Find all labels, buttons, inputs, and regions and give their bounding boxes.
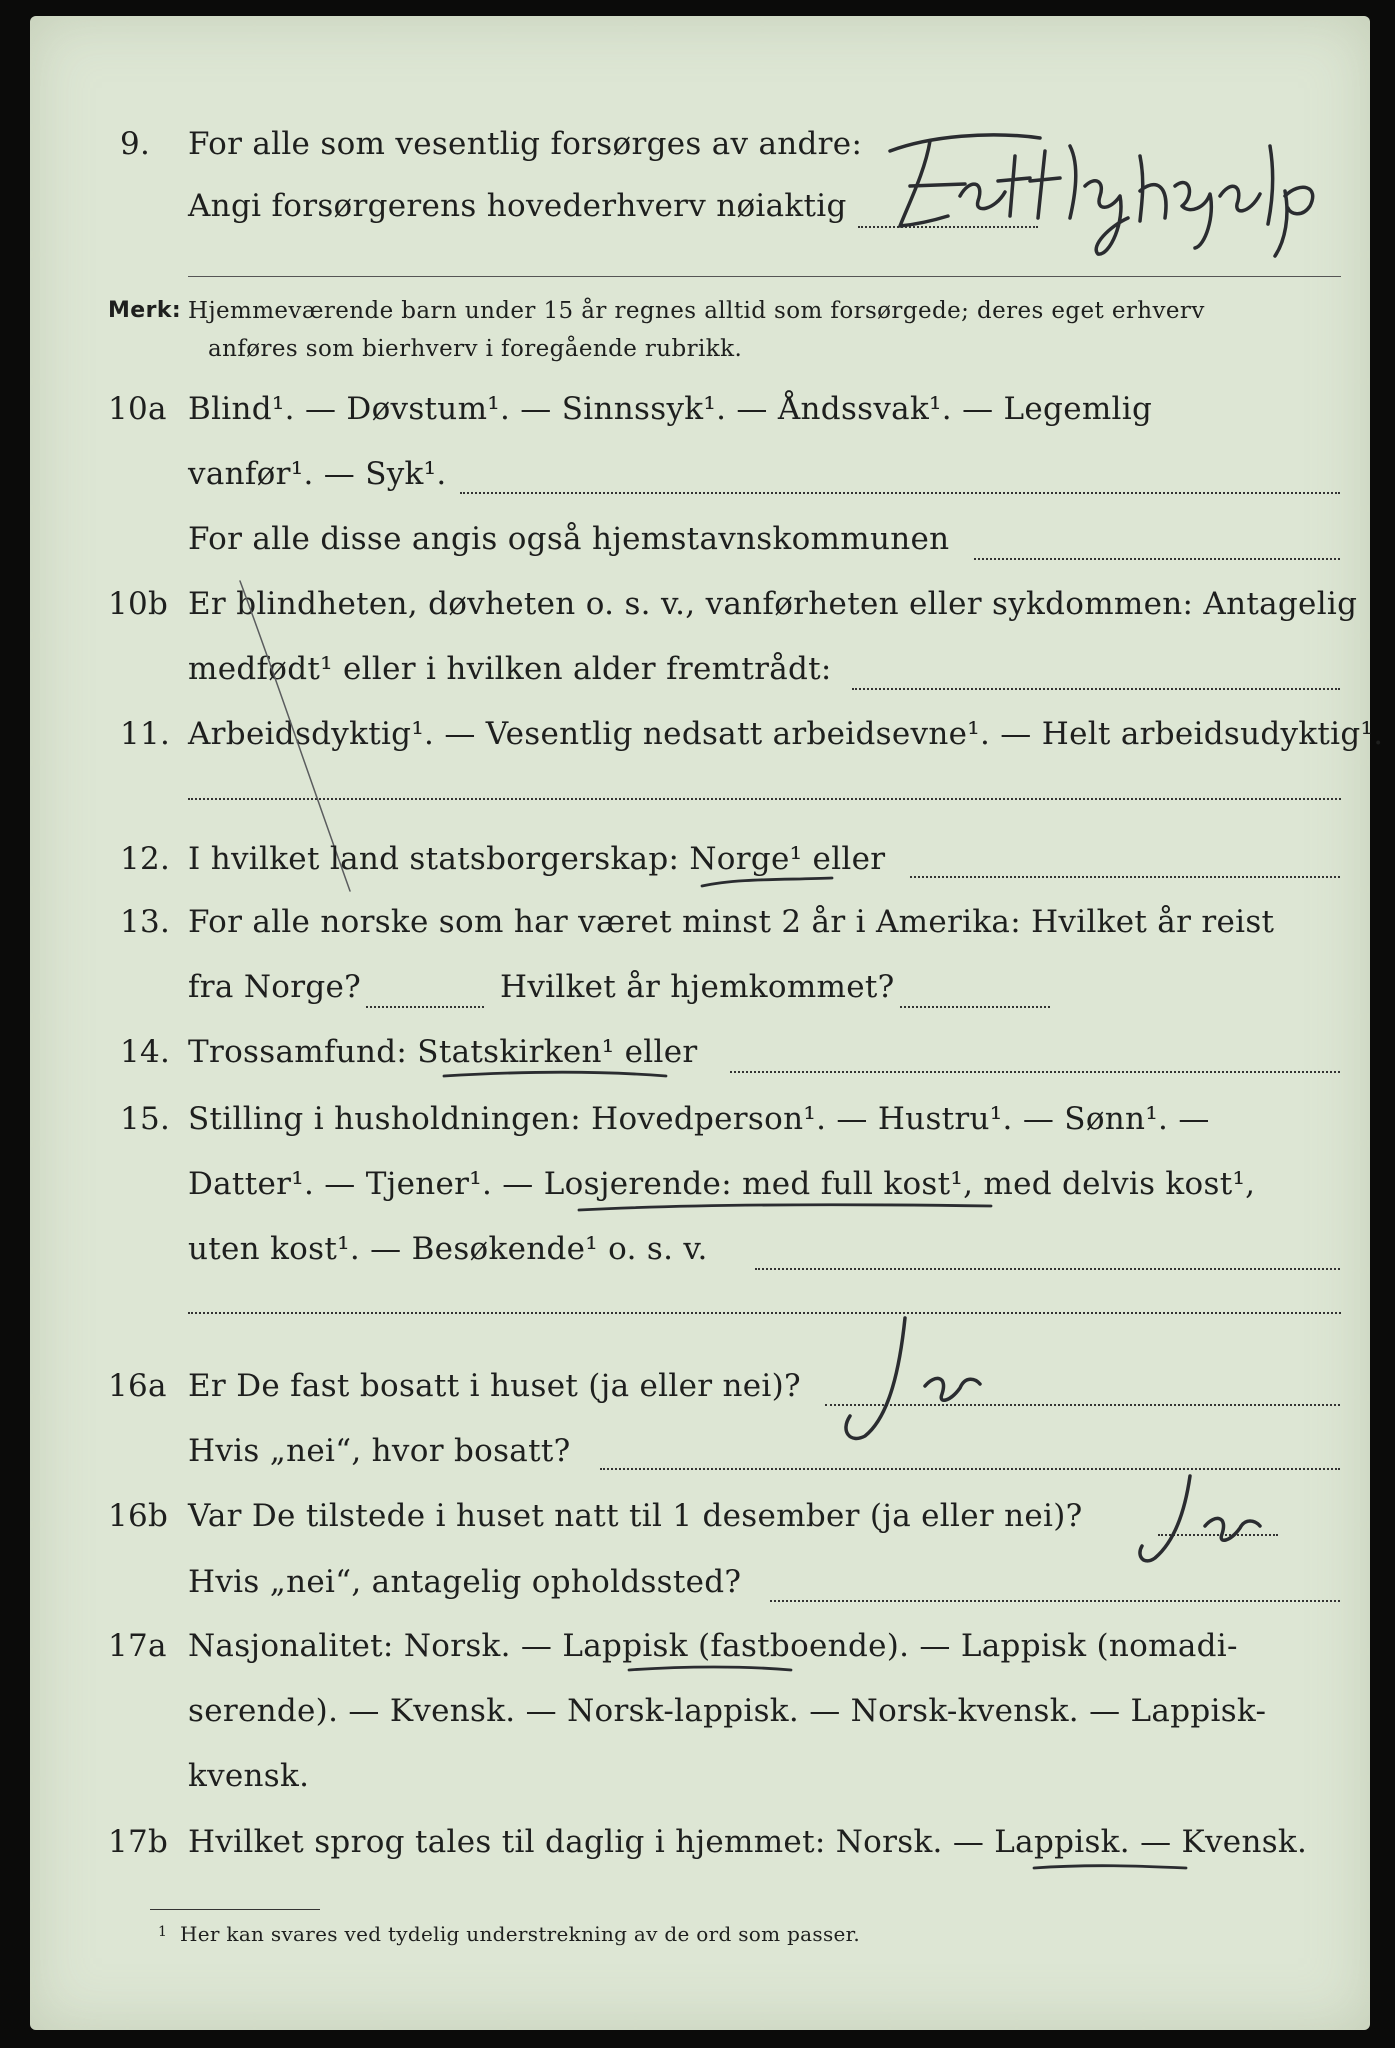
q12-text1: I hvilket land statsborgerskap: Norge¹ eller xyxy=(188,841,886,877)
q12-norge-underline xyxy=(698,874,838,894)
q17a-text2: serende). — Kvensk. — Norsk-lappisk. — Norsk-kvensk. — Lappisk- xyxy=(188,1693,1267,1729)
q10a-answer-leader2 xyxy=(974,558,1340,560)
q13-text2a: fra Norge? xyxy=(188,969,362,1005)
q11-text1: Arbeidsdyktig¹. — Vesentlig nedsatt arbeidsevne¹. — Helt arbeidsudyktig¹. xyxy=(188,716,1384,752)
q15-answer-leader2 xyxy=(188,1312,1341,1314)
q10b-text1: Er blindheten, døvheten o. s. v., vanførheten eller sykdommen: Antagelig xyxy=(188,586,1358,622)
q16b-text2: Hvis „nei“, antagelig opholdssted? xyxy=(188,1564,742,1600)
q13-year-left-leader xyxy=(366,1006,484,1008)
q13-text1: For alle norske som har været minst 2 år i Amerika: Hvilket år reist xyxy=(188,904,1275,940)
q9-text1: For alle som vesentlig forsørges av andre: xyxy=(188,126,863,162)
q16a-text1: Er De fast bosatt i huset (ja eller nei)? xyxy=(188,1368,801,1404)
q10a-number: 10a xyxy=(108,391,167,427)
q16a-handwritten-answer xyxy=(830,1306,1010,1456)
q15-text3: uten kost¹. — Besøkende¹ o. s. v. xyxy=(188,1231,708,1267)
q10a-text1: Blind¹. — Døvstum¹. — Sinnssyk¹. — Åndssvak¹. — Legemlig xyxy=(188,391,1153,427)
q10b-text2: medfødt¹ eller i hvilken alder fremtrådt: xyxy=(188,651,832,687)
q15-text1: Stilling i husholdningen: Hovedperson¹. — Hustru¹. — Sønn¹. — xyxy=(188,1101,1210,1137)
q13-year-returned-leader xyxy=(900,1006,1050,1008)
merk-label: Merk: xyxy=(108,298,182,323)
q12-answer-leader xyxy=(910,876,1340,878)
q16a-number: 16a xyxy=(108,1368,167,1404)
q14-text1: Trossamfund: Statskirken¹ eller xyxy=(188,1034,698,1070)
q10b-number: 10b xyxy=(108,586,169,622)
q9-handwritten-answer xyxy=(870,126,1350,266)
q14-answer-leader xyxy=(730,1071,1340,1073)
q11-number: 11. xyxy=(120,716,171,752)
q14-number: 14. xyxy=(120,1034,171,1070)
q9-number: 9. xyxy=(120,126,151,162)
q17a-lappisk-underline xyxy=(625,1664,795,1684)
q16b-handwritten-answer xyxy=(1130,1466,1290,1576)
q10a-text2: vanfør¹. — Syk¹. xyxy=(188,456,447,492)
merk-text2: anføres som bierhverv i foregående rubrikk. xyxy=(208,336,743,362)
q17a-text1: Nasjonalitet: Norsk. — Lappisk (fastboende). — Lappisk (nomadi- xyxy=(188,1628,1238,1664)
q17b-number: 17b xyxy=(108,1824,169,1860)
q12-number: 12. xyxy=(120,841,171,877)
q17a-number: 17a xyxy=(108,1628,167,1664)
footnote-rule xyxy=(150,1909,320,1910)
q10a-text3: For alle disse angis også hjemstavnskommunen xyxy=(188,521,950,557)
q14-statskirken-underline xyxy=(440,1068,670,1088)
footnote-mark: 1 xyxy=(158,1924,168,1940)
q9-text2: Angi forsørgerens hovederhverv nøiaktig xyxy=(188,188,847,224)
census-form-page xyxy=(30,16,1384,2030)
q10b-answer-leader xyxy=(852,688,1340,690)
q16b-answer-leader2 xyxy=(770,1600,1340,1602)
q9-separator-line xyxy=(188,276,1341,277)
footnote-text: Her kan svares ved tydelig understrekning av de ord som passer. xyxy=(180,1922,860,1946)
merk-text1: Hjemmeværende barn under 15 år regnes alltid som forsørgede; deres eget erhverv xyxy=(188,298,1205,324)
q13-text2b: Hvilket år hjemkommet? xyxy=(500,969,895,1005)
q17a-text3: kvensk. xyxy=(188,1758,310,1794)
q17b-text1: Hvilket sprog tales til daglig i hjemmet: Norsk. — Lappisk. — Kvensk. xyxy=(188,1824,1308,1860)
q16b-text1: Var De tilstede i huset natt til 1 desember (ja eller nei)? xyxy=(188,1498,1083,1534)
q13-number: 13. xyxy=(120,904,171,940)
q10a-answer-leader1 xyxy=(460,492,1340,494)
q15-number: 15. xyxy=(120,1101,171,1137)
q17b-lappisk-underline xyxy=(1030,1862,1190,1882)
q16b-number: 16b xyxy=(108,1498,169,1534)
q15-losjerende-underline xyxy=(575,1202,995,1222)
q16a-text2: Hvis „nei“, hvor bosatt? xyxy=(188,1433,571,1469)
q15-text2: Datter¹. — Tjener¹. — Losjerende: med full kost¹, med delvis kost¹, xyxy=(188,1166,1256,1202)
q15-answer-leader xyxy=(755,1268,1340,1270)
